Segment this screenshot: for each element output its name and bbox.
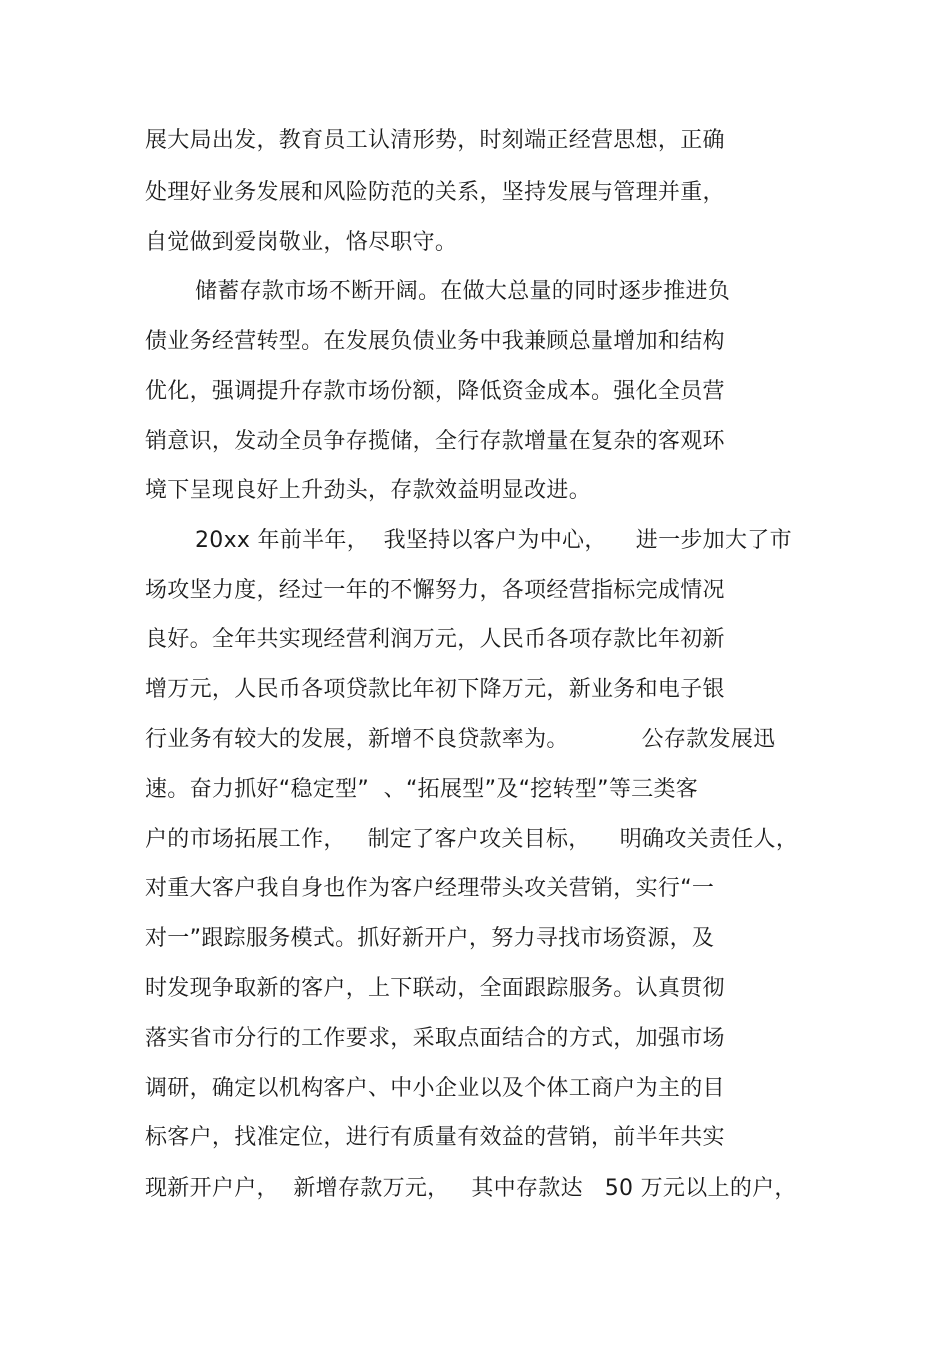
text-line-22: 现新开户户， 新增存款万元， 其中存款达 50 万元以上的户， [145, 1176, 797, 1201]
text-line-13: 行业务有较大的发展，新增不良贷款率为。 公存款发展迅 [145, 727, 776, 752]
text-line-2: 处理好业务发展和风险防范的关系，坚持发展与管理并重， [145, 180, 725, 205]
text-line-1: 展大局出发，教育员工认清形势，时刻端正经营思想，正确 [145, 128, 725, 153]
text-line-12: 增万元，人民币各项贷款比年初下降万元，新业务和电子银 [145, 677, 725, 702]
text-line-21: 标客户，找准定位，进行有质量有效益的营销，前半年共实 [145, 1125, 725, 1150]
text-line-14: 速。奋力抓好“稳定型” 、“拓展型”及“挖转型”等三类客 [145, 777, 699, 802]
text-line-7: 销意识，发动全员争存揽储，全行存款增量在复杂的客观环 [145, 429, 725, 454]
text-line-18: 时发现争取新的客户，上下联动，全面跟踪服务。认真贯彻 [145, 976, 725, 1001]
text-line-8: 境下呈现良好上升劲头，存款效益明显改进。 [145, 478, 592, 503]
text-line-15: 户的市场拓展工作， 制定了客户攻关目标， 明确攻关责任人， [145, 827, 799, 852]
text-line-19: 落实省市分行的工作要求，采取点面结合的方式，加强市场 [145, 1026, 725, 1051]
text-line-4: 储蓄存款市场不断开阔。在做大总量的同时逐步推进负 [195, 279, 731, 304]
text-line-9: 20xx 年前半年， 我坚持以客户为中心， 进一步加大了市 [195, 528, 792, 553]
text-line-10: 场攻坚力度，经过一年的不懈努力，各项经营指标完成情况 [145, 578, 725, 603]
text-line-3: 自觉做到爱岗敬业，恪尽职守。 [145, 230, 458, 255]
text-line-20: 调研，确定以机构客户、中小企业以及个体工商户为主的目 [145, 1076, 725, 1101]
text-line-5: 债业务经营转型。在发展负债业务中我兼顾总量增加和结构 [145, 329, 725, 354]
text-line-16: 对重大客户我自身也作为客户经理带头攻关营销，实行“一 [145, 876, 715, 901]
text-line-6: 优化，强调提升存款市场份额，降低资金成本。强化全员营 [145, 379, 725, 404]
text-line-17: 对一”跟踪服务模式。抓好新开户，努力寻找市场资源，及 [145, 926, 715, 951]
text-line-11: 良好。全年共实现经营利润万元，人民币各项存款比年初新 [145, 627, 725, 652]
